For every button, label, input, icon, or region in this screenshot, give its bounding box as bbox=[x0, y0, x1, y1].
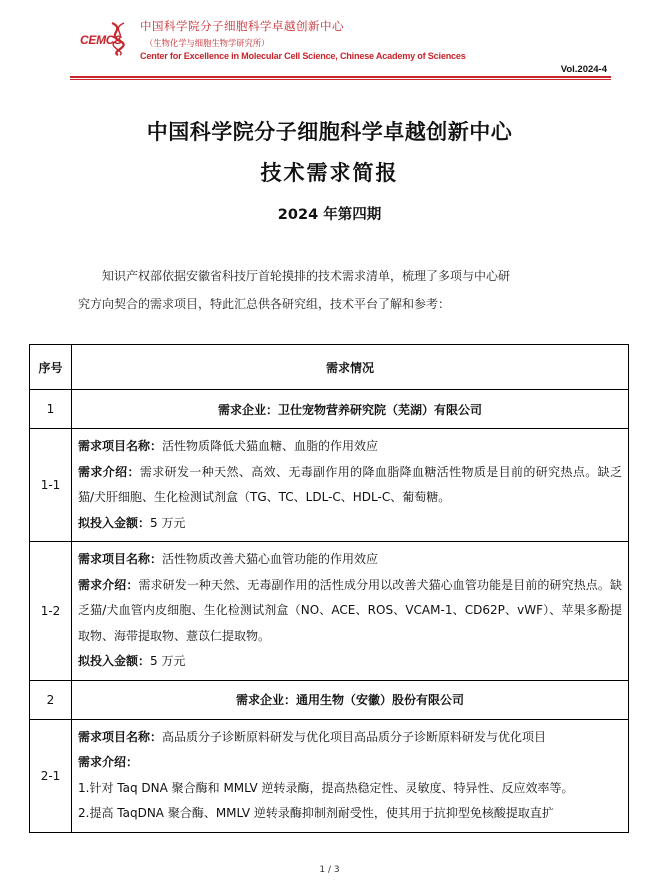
page-header bbox=[0, 0, 659, 82]
table-row bbox=[30, 542, 629, 681]
field-label: 需求项目名称： bbox=[78, 552, 163, 566]
table-row bbox=[30, 719, 629, 832]
company-name: 通用生物（安徽）股份有限公司 bbox=[296, 693, 465, 707]
project-funding: 5 万元 bbox=[150, 515, 186, 530]
demand-detail bbox=[72, 429, 629, 542]
project-name: 高品质分子诊断原料研发与优化项目高品质分子诊断原料研发与优化项目 bbox=[162, 729, 547, 744]
logo-text: CEMCS bbox=[80, 33, 122, 47]
company-cell bbox=[72, 680, 629, 719]
issue-label: 2024 年第四期 bbox=[277, 207, 382, 223]
intro-line: 究方向契合的需求项目，特此汇总供各研究组，技术平台了解和参考： bbox=[78, 297, 451, 311]
company-name: 卫仕宠物营养研究院（芜湖）有限公司 bbox=[278, 402, 483, 417]
project-intro: 需求研发一种天然、高效、无毒副作用的降血脂降血糖活性物质是目前的研究热点。缺乏猫/犬肝细胞、生化检测试剂盒（TG、TC、LDL-C、HDL-C、葡萄糖。 bbox=[78, 464, 622, 504]
field-label: 需求项目名称： bbox=[78, 729, 163, 744]
company-row bbox=[30, 680, 629, 719]
volume-label: Vol.2024-4 bbox=[560, 64, 607, 75]
page-title: 中国科学院分子细胞科学卓越创新中心 bbox=[146, 120, 513, 144]
intro-point: 1.针对 Taq DNA 聚合酶和 MMLV 逆转录酶，提高热稳定性、灵敏度、特异性、反应效率等。 bbox=[78, 780, 574, 795]
header-rule-thin bbox=[70, 79, 611, 80]
field-label: 拟投入金额： bbox=[78, 515, 151, 530]
row-number: 2 bbox=[30, 680, 72, 719]
column-header-content: 需求情况 bbox=[72, 345, 629, 390]
company-cell bbox=[72, 390, 629, 429]
project-name: 活性物质降低犬猫血糖、血脂的作用效应 bbox=[162, 439, 379, 453]
header-rule bbox=[70, 76, 611, 78]
field-label: 拟投入金额： bbox=[78, 654, 151, 668]
company-label: 需求企业： bbox=[235, 693, 296, 707]
row-number: 2-1 bbox=[30, 719, 72, 832]
field-label: 需求介绍： bbox=[78, 464, 140, 479]
demand-table bbox=[29, 344, 629, 833]
intro-line: 知识产权部依据安徽省科技厅首轮摸排的技术需求清单，梳理了多项与中心研 bbox=[102, 269, 511, 283]
org-name-en: Center for Excellence in Molecular Cell Science, Chinese Academy of Sciences bbox=[140, 51, 466, 61]
project-funding: 5 万元 bbox=[150, 654, 186, 668]
intro-paragraph bbox=[78, 262, 618, 318]
demand-detail bbox=[72, 542, 629, 681]
demand-detail bbox=[72, 719, 629, 832]
row-number: 1-2 bbox=[30, 542, 72, 681]
page-subtitle: 技术需求简报 bbox=[260, 161, 399, 185]
column-header-no: 序号 bbox=[30, 345, 72, 390]
company-label: 需求企业： bbox=[217, 402, 278, 417]
org-name-zh: 中国科学院分子细胞科学卓越创新中心 bbox=[140, 19, 344, 33]
project-intro: 需求研发一种天然、无毒副作用的活性成分用以改善犬猫心血管功能是目前的研究热点。缺乏猫/犬血管内皮细胞、生化检测试剂盒（NO、ACE、ROS、VCAM-1、CD62P、vWF）、苹果多酚提取物、海带提取物、薏苡仁提取物。 bbox=[78, 577, 622, 643]
org-subtitle: （生物化学与细胞生物学研究所） bbox=[145, 38, 270, 48]
project-name: 活性物质改善犬猫心血管功能的作用效应 bbox=[162, 552, 379, 566]
field-label: 需求介绍： bbox=[78, 577, 139, 592]
company-row bbox=[30, 390, 629, 429]
cemcs-logo bbox=[70, 21, 132, 57]
intro-point: 2.提高 TaqDNA 聚合酶、MMLV 逆转录酶抑制剂耐受性，使其用于抗抑型免核酸提取直扩 bbox=[78, 806, 554, 820]
page-number: 1 / 3 bbox=[319, 865, 340, 875]
field-label: 需求项目名称： bbox=[78, 439, 163, 453]
row-number: 1-1 bbox=[30, 429, 72, 542]
table-header-row bbox=[30, 345, 629, 390]
row-number: 1 bbox=[30, 390, 72, 429]
dna-helix-icon bbox=[104, 21, 134, 57]
table-row bbox=[30, 429, 629, 542]
field-label: 需求介绍： bbox=[78, 755, 139, 769]
